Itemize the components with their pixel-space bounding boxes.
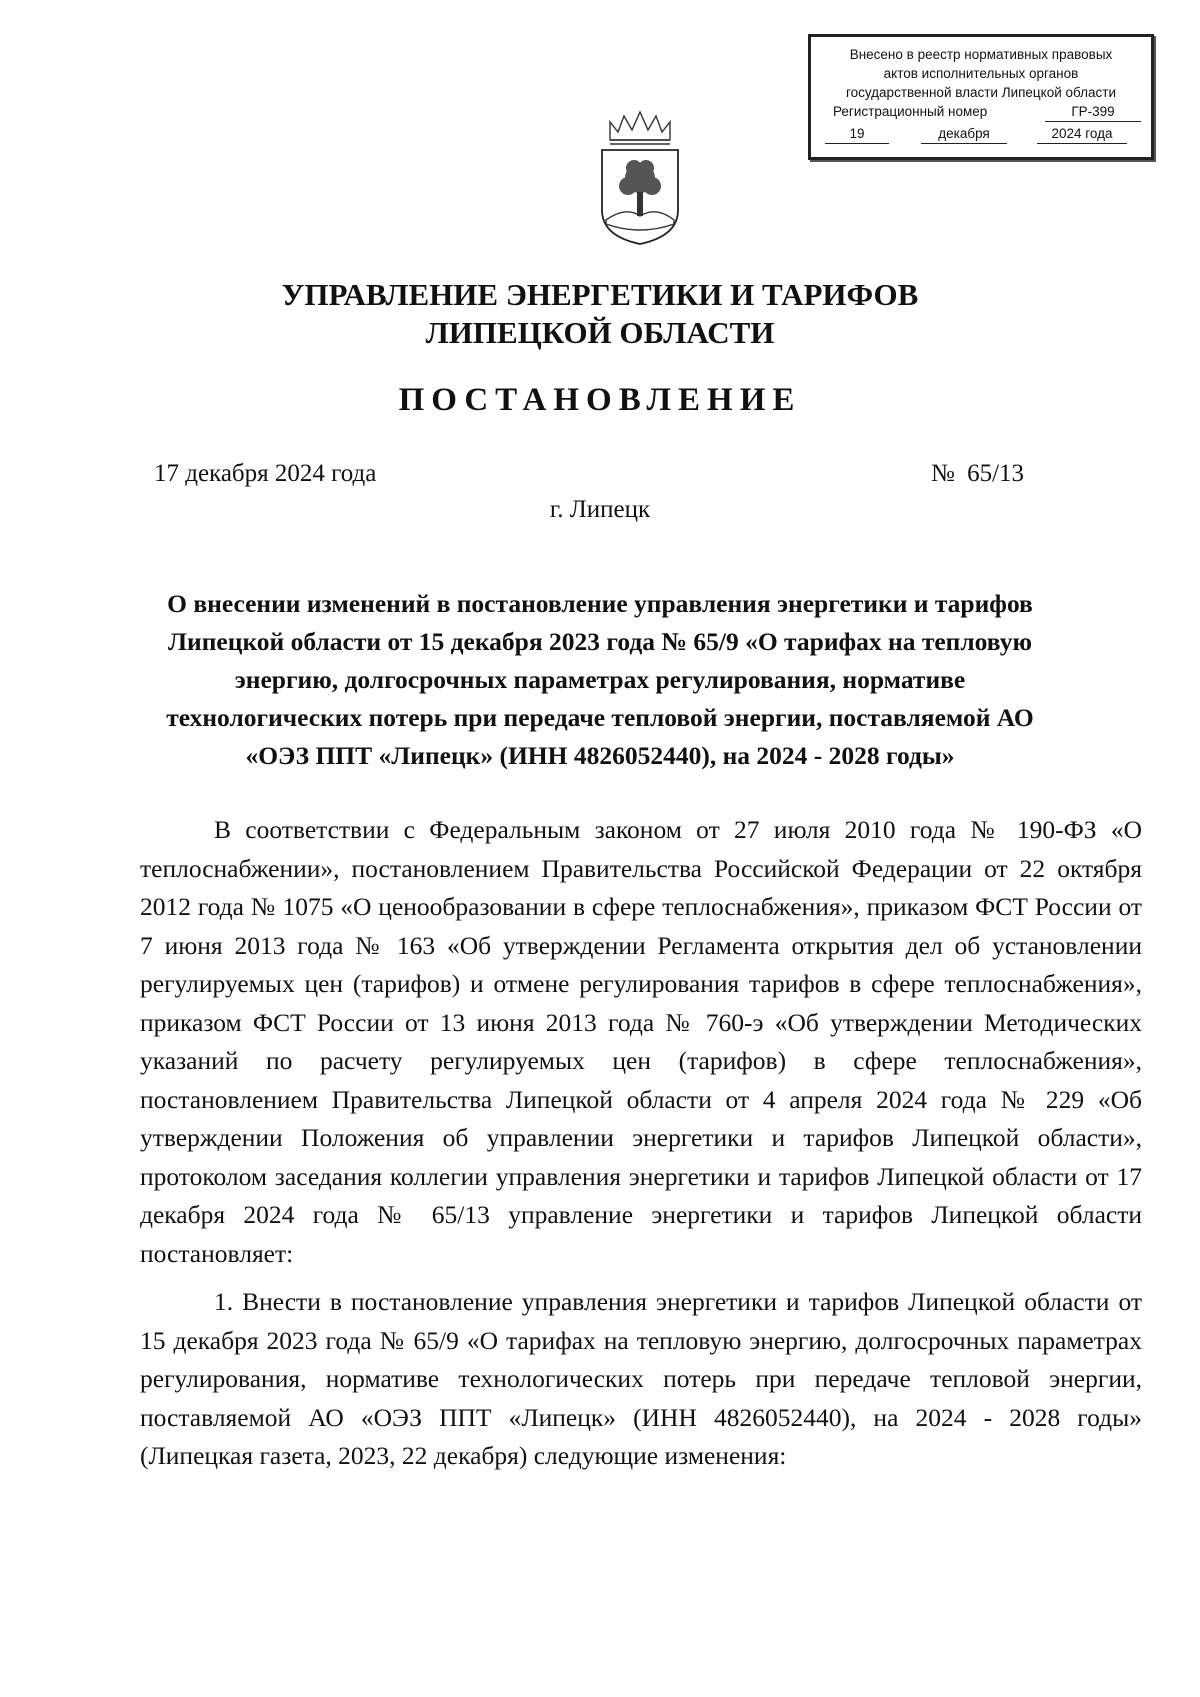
stamp-line-1: Внесено в реестр нормативных правовых <box>849 47 1113 62</box>
stamp-date-row <box>811 124 1151 144</box>
registry-stamp <box>808 34 1154 160</box>
coat-of-arms-icon <box>596 110 684 248</box>
stamp-registration-number: ГР-399 <box>1045 102 1141 122</box>
stamp-line-3: государственной власти Липецкой области <box>845 85 1117 100</box>
agency-name-line-1: УПРАВЛЕНИЕ ЭНЕРГЕТИКИ И ТАРИФОВ <box>281 277 919 312</box>
document-date: 17 декабря 2024 года <box>154 460 377 487</box>
document-body <box>140 811 1142 1486</box>
stamp-line-2: актов исполнительных органов <box>883 66 1079 81</box>
stamp-registration-row <box>811 102 1151 122</box>
body-paragraph-item-1: 1. Внести в постановление управления энергетики и тарифов Липецкой области от 15 декабря 2023 года № 65/9 «О тарифах на тепловую энергию, долгосрочных параметрах регулирования, нормативе технологических потерь при передаче тепловой энергии, поставляемой АО «ОЭЗ ППТ «Липецк» (ИНН 4826052440), на 2024 - 2028 годы» (Липецкая газета, 2023, 22 декабря) следующие изменения: <box>140 1287 1142 1470</box>
stamp-month: декабря <box>921 124 1007 144</box>
document-type: ПОСТАНОВЛЕНИЕ <box>398 382 802 418</box>
document-number: № 65/13 <box>931 460 1025 487</box>
document-title: О внесении изменений в постановление управления энергетики и тарифов Липецкой области от 15 декабря 2023 года № 65/9 «О тарифах на тепловую энергию, долгосрочных параметрах регулирования, нормативе технологических потерь при передаче тепловой энергии, поставляемой АО «ОЭЗ ППТ «Липецк» (ИНН 4826052440), на 2024 - 2028 годы» <box>166 589 1034 770</box>
stamp-day: 19 <box>825 124 889 144</box>
agency-name-line-2: ЛИПЕЦКОЙ ОБЛАСТИ <box>425 315 775 350</box>
stamp-registration-label: Регистрационный номер <box>833 104 988 119</box>
body-paragraph-preamble: В соответствии с Федеральным законом от 27 июля 2010 года № 190-ФЗ «О теплоснабжении», постановлением Правительства Российской Федерации от 22 октября 2012 года № 1075 «О ценообразовании в сфере теплоснабжения», приказом ФСТ России от 7 июня 2013 года № 163 «Об утверждении Регламента открытия дел об установлении регулируемых цен (тарифов) и отмене регулирования тарифов в сфере теплоснабжения», приказом ФСТ России от 13 июня 2013 года № 760-э «Об утверждении Методических указаний по расчету регулируемых цен (тарифов) в сфере теплоснабжения», постановлением Правительства Липецкой области от 4 апреля 2024 года № 229 «Об утверждении Положения об управлении энергетики и тарифов Липецкой области», протоколом заседания коллегии управления энергетики и тарифов Липецкой области от 17 декабря 2024 года № 65/13 управление энергетики и тарифов Липецкой области постановляет: <box>140 815 1142 1268</box>
stamp-year: 2024 года <box>1037 124 1127 144</box>
document-city: г. Липецк <box>549 496 651 523</box>
agency-name <box>0 276 1200 352</box>
